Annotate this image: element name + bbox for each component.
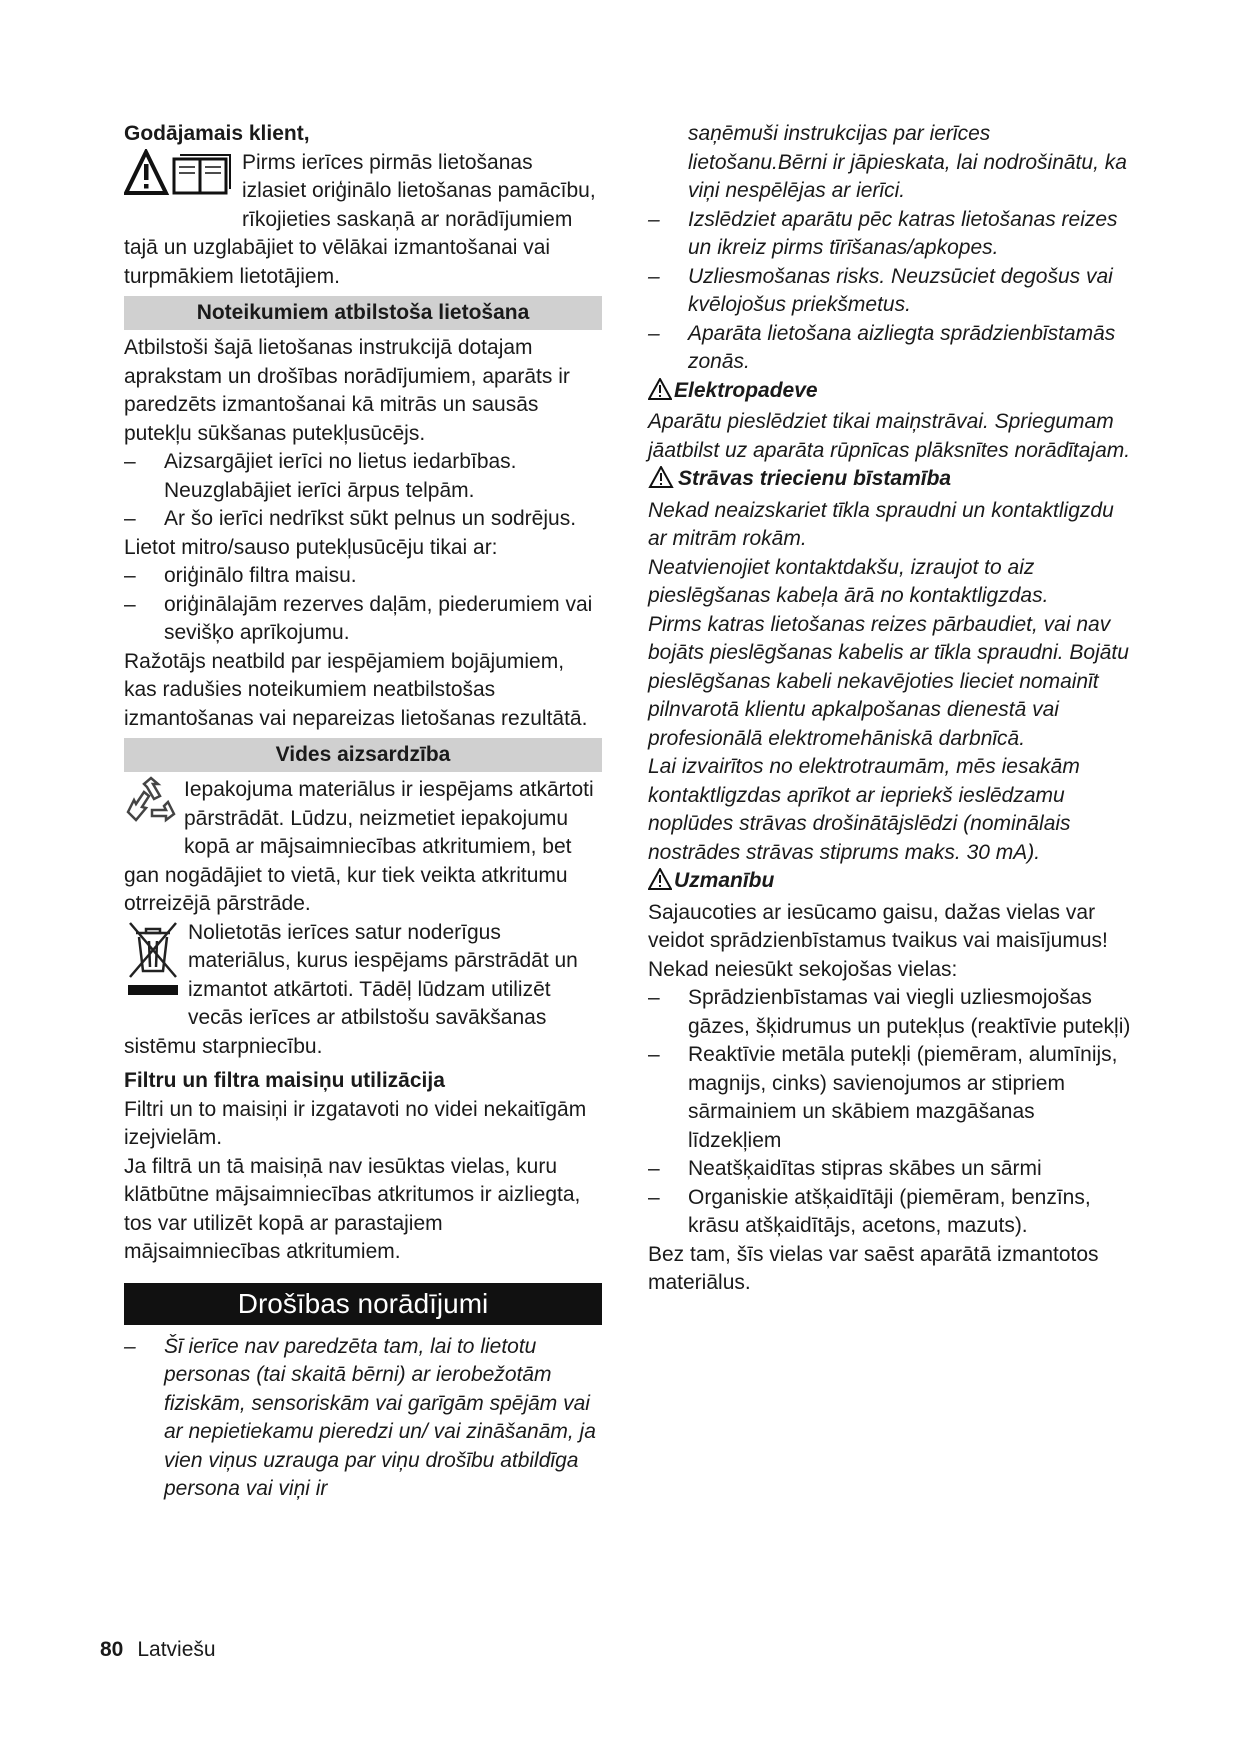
- list-item: – Aizsargājiet ierīci no lietus iedarbības. Neuzglabājiet ierīci ārpus telpām.: [124, 450, 517, 502]
- warning-icon: [648, 378, 672, 409]
- paragraph: Lai izvairītos no elektrotraumām, mēs iesakām kontaktligzdas aprīkot ar iepriekš ieslēdzamu noplūdes strāvas drošinātājslēdzi (nominālais nostrādes strāvas stiprums maks. 30 mA).: [648, 755, 1080, 864]
- subheading-filter-disposal: Filtru un filtra maisiņu utilizācija: [124, 1069, 445, 1092]
- greeting: Godājamais klient,: [124, 122, 310, 145]
- right-column: [648, 120, 1132, 1298]
- weee-block: [124, 919, 602, 1062]
- list-item: – Reaktīvie metāla putekļi (piemēram, alumīnijs, magnijs, cinks) savienojumos ar stipriem sārmainiem un skābiem mazgāšanas līdzekļiem: [648, 1043, 1118, 1152]
- paragraph: Bez tam, šīs vielas var saēst aparātā izmantotos materiālus.: [648, 1242, 1099, 1294]
- paragraph: Ja filtrā un tā maisiņā nav iesūktas vielas, kuru klātbūtne mājsaimniecības atkritumos ir aizliegta, tos var utilizēt kopā ar parastajiem mājsaimniecības atkritumiem.: [124, 1154, 581, 1263]
- paragraph: Neatvienojiet kontaktdakšu, izraujot to aiz pieslēgšanas kabeļa ārā no kontaktligzdas.: [648, 555, 1049, 607]
- heading-caution: Uzmanību: [648, 867, 1132, 899]
- list-item: – Organiskie atšķaidītāji (piemēram, benzīns, krāsu atšķaidītājs, acetons, mazuts).: [648, 1185, 1091, 1237]
- paragraph: Filtri un to maisiņi ir izgatavoti no videi nekaitīgām izejvielām.: [124, 1097, 587, 1149]
- list-item: – Sprādzienbīstamas vai viegli uzliesmojošas gāzes, šķidrumus un putekļus (reaktīvie putekļi): [648, 986, 1131, 1038]
- list-item: – Šī ierīce nav paredzēta tam, lai to lietotu personas (tai skaitā bērni) ar ierobežotām fiziskām, sensoriskām vai garīgām spējām vai ar nepietiekamu pieredzi un/ vai zināšanām, ja vien viņus uzrauga par viņu drošību atbildīga persona vai viņi ir: [124, 1334, 596, 1500]
- paragraph: Iepakojuma materiālus ir iespējams atkārtoti pārstrādāt. Lūdzu, neizmetiet iepakojumu kopā ar mājsaimniecības atkritumiem, bet gan nogādājiet to vietā, kur tiek veikta atkritumu otrreizējā pārstrāde.: [124, 778, 594, 915]
- intro-text: Pirms ierīces pirmās lietošanas izlasiet oriģinālo lietošanas pamācību, rīkojieties saskaņā ar norādījumiem tajā un uzglabājiet to vēlākai izmantošanai vai turpmākiem lietotājiem.: [124, 150, 596, 288]
- section-heading-environment: Vides aizsardzība: [124, 738, 602, 772]
- heading-electric-shock: Strāvas triecienu bīstamība: [648, 465, 1132, 497]
- recycling-block: [124, 776, 602, 919]
- paragraph: Sajaucoties ar iesūcamo gaisu, dažas vielas var veidot sprādzienbīstamus tvaikus vai maisījumus!: [648, 900, 1108, 952]
- list-item: – Aparāta lietošana aizliegta sprādzienbīstamās zonās.: [648, 321, 1116, 373]
- intro-block: [124, 149, 602, 292]
- left-column: [124, 120, 602, 1504]
- paragraph: Pirms katras lietošanas reizes pārbaudiet, vai nav bojāts pieslēgšanas kabelis ar tīkla spraudni. Bojātu pieslēgšanas kabeli nekavējoties lieciet nomainīt pilnvarotā klientu apkalpošanas dienestā vai profesionālā elektromehāniskā darbnīcā.: [648, 612, 1129, 750]
- list-item-continued: saņēmuši instrukcijas par ierīces lietošanu.Bērni ir jāpieskata, lai nodrošinātu, ka viņi nespēlējas ar ierīci.: [688, 122, 1127, 202]
- paragraph: Ražotājs neatbild par iespējamiem bojājumiem, kas radušies noteikumiem neatbilstošas izmantošanas vai nepareizas lietošanas rezultātā.: [124, 649, 588, 730]
- crossed-bin-icon: [124, 919, 182, 1008]
- paragraph: Lietot mitro/sauso putekļusūcēju tikai ar:: [124, 535, 498, 559]
- paragraph: Nekad neiesūkt sekojošas vielas:: [648, 957, 958, 981]
- list-item: – Neatšķaidītas stipras skābes un sārmi: [648, 1157, 1042, 1180]
- recycle-icon: [124, 776, 178, 837]
- paragraph: Aparātu pieslēdziet tikai maiņstrāvai. Spriegumam jāatbilst uz aparāta rūpnīcas plāksnītes norādītajam.: [648, 410, 1131, 462]
- list-item: – oriģinālo filtra maisu.: [124, 564, 357, 587]
- list-item: – oriģinālajām rezerves daļām, piederumiem vai sevišķo aprīkojumu.: [124, 592, 593, 644]
- section-heading-safety: Drošības norādījumi: [124, 1283, 602, 1325]
- section-heading-intended-use: Noteikumiem atbilstoša lietošana: [124, 296, 602, 330]
- heading-power-supply: Elektropadeve: [648, 377, 1132, 409]
- paragraph: Nolietotās ierīces satur noderīgus materiālus, kurus iespējams pārstrādāt un izmantot atkārtoti. Tādēļ lūdzam utilizēt vecās ierīces ar atbilstošu savākšanas sistēmu starpniecību.: [124, 920, 578, 1058]
- warning-icon: [648, 466, 676, 497]
- footer-language: Latviešu: [137, 1638, 216, 1661]
- warning-icon: [648, 868, 672, 899]
- list-item: – Uzliesmošanas risks. Neuzsūciet degošus vai kvēlojošus priekšmetus.: [648, 264, 1113, 316]
- paragraph: Nekad neaizskariet tīkla spraudni un kontaktligzdu ar mitrām rokām.: [648, 498, 1114, 550]
- list-item: – Izslēdziet aparātu pēc katras lietošanas reizes un ikreiz pirms tīrīšanas/apkopes.: [648, 207, 1118, 259]
- page-number: 80: [100, 1638, 124, 1661]
- paragraph: Atbilstoši šajā lietošanas instrukcijā dotajam aprakstam un drošības norādījumiem, aparāts ir paredzēts izmantošanai kā mitrās un sausās putekļu sūkšanas putekļusūcējs.: [124, 336, 570, 445]
- page-footer: [100, 1636, 216, 1665]
- list-item: – Ar šo ierīci nedrīkst sūkt pelnus un sodrējus.: [124, 507, 577, 530]
- warning-manual-icon: [124, 149, 236, 208]
